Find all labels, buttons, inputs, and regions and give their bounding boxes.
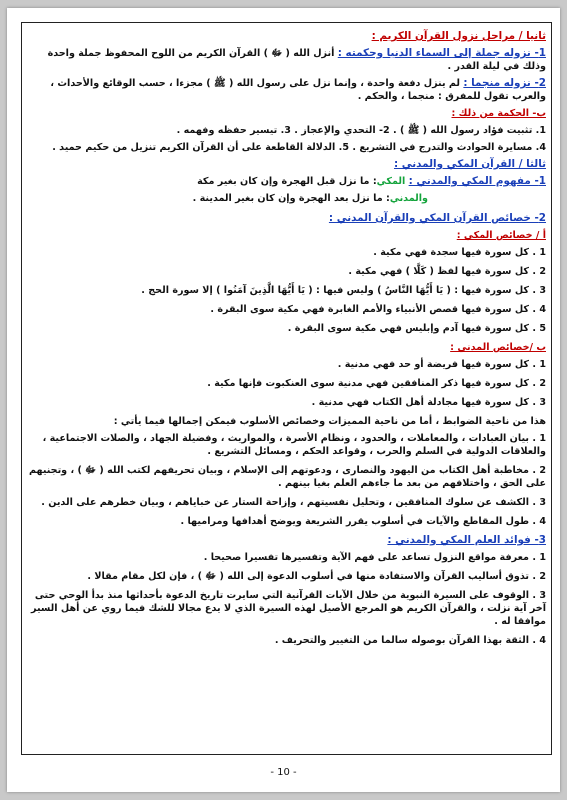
stage2-text: لم ينزل دفعة واحدة ، وإنما نزل على رسول الله ( ﷺ ) مجزءا ، حسب الوقائع والأحداث ، والعرب تقول للمفرق : منجما ، والحكم .: [50, 78, 546, 102]
stage1-paragraph: [27, 47, 546, 73]
section3-title: ثالثا / القرآن المكي والمدني :: [393, 158, 546, 170]
style-intro: هذا من ناحية الضوابط ، أما من ناحية المميزات وخصائص الأسلوب فيمكن إجمالها فيما يأتي :: [113, 416, 546, 427]
benefit-item-3: 3 . الوقوف على السيرة النبوية من خلال الآيات القرآنية التي سايرت تاريخ الدعوة بأحداثها منذ بدأ الوحي حتى آخر آية نزلت ، والقرآن الكريم هو المرجع الأصيل لهذه السيرة الذي لا يدع مجالا للشك فيما روي عن أهل السير موافقا له .: [31, 590, 546, 627]
wisdom-row-1: 1. تثبيت فؤاد رسول الله ( ﷺ ) . 2- التحدي والإعجاز . 3. تيسير حفظه وفهمه .: [176, 125, 546, 136]
stage2-heading: 2- نزوله منجما :: [463, 77, 546, 89]
style-item-1: 1 . بيان العبادات ، والمعاملات ، والحدود ، ونظام الأسرة ، والمواريث ، وفضيلة الجهاد ، والصلات الاجتماعية ، والعلاقات الدولية في السلم والحرب ، وقواعد الحكم ، ومسائل التشريع .: [42, 433, 546, 457]
makki-feature-3: 3 . كل سورة فيها : ( يَا أَيُّهَا النَّاسُ ) وليس فيها : ( يَا أَيُّهَا الَّذِينَ آمَنُوا ) إلا سورة الحج .: [141, 285, 546, 296]
makki-definition: : ما نزل قبل الهجرة وإن كان بغير مكة: [197, 176, 377, 187]
makki-features-heading: أ / خصائص المكي :: [456, 230, 546, 241]
style-item-4: 4 . طول المقاطع والآيات في أسلوب يقرر الشريعة ويوضح أهدافها ومراميها .: [180, 516, 546, 527]
madani-term: والمدني: [389, 193, 428, 204]
makki-feature-1: 1 . كل سورة فيها سجدة فهي مكية .: [373, 247, 546, 258]
madani-feature-3: 3 . كل سورة فيها مجادلة أهل الكتاب فهي مدنية .: [311, 397, 546, 408]
features-heading: 2- خصائص القرآن المكي والقرآن المدني :: [328, 212, 546, 224]
concept-makki: [27, 175, 546, 188]
wisdom-row-2: 4. مسايرة الحوادث والتدرج في التشريع . 5. الدلالة القاطعة على أن القرآن الكريم تنزيل من حكيم حميد .: [52, 142, 546, 153]
wisdom-heading: ب- الحكمة من ذلك :: [451, 108, 546, 119]
style-item-3: 3 . الكشف عن سلوك المنافقين ، وتحليل نفسيتهم ، وإزاحة الستار عن خباياهم ، وبيان خطرهم على الدين .: [41, 497, 546, 508]
benefits-heading: 3- فوائد العلم المكي والمدني :: [387, 534, 546, 546]
madani-feature-2: 2 . كل سورة فيها ذكر المنافقين فهي مدنية سوى العنكبوت فإنها مكية .: [207, 378, 546, 389]
concept-heading: 1- مفهوم المكي والمدني :: [408, 175, 546, 187]
style-item-2: 2 . مخاطبة أهل الكتاب من اليهود والنصارى ، ودعوتهم إلى الإسلام ، وبيان تحريفهم لكتب الله ( ﷻ ) ، وتجنيهم على الحق ، واختلافهم من بعد ما جاءهم العلم بغيا بينهم .: [28, 465, 546, 489]
benefit-item-2: 2 . تذوق أساليب القرآن والاستفادة منها في أسلوب الدعوة إلى الله ( ﷻ ) ، فإن لكل مقام مقالا .: [87, 571, 546, 582]
madani-feature-1: 1 . كل سورة فيها فريضة أو حد فهي مدنية .: [337, 359, 546, 370]
benefit-item-4: 4 . الثقة بهذا القرآن بوصوله سالما من التغيير والتحريف .: [274, 635, 546, 646]
makki-feature-4: 4 . كل سورة فيها قصص الأنبياء والأمم الغابرة فهي مكية سوى البقرة .: [210, 304, 546, 315]
makki-feature-2: 2 . كل سورة فيها لفظ ( كَلَّا ) فهي مكية .: [348, 266, 546, 277]
makki-term: المكي: [376, 176, 406, 187]
stage1-heading: 1- نزوله جملة إلى السماء الدنيا وحكمته :: [337, 47, 546, 59]
makki-feature-5: 5 . كل سورة فيها آدم وإبليس فهي مكية سوى البقرة .: [287, 323, 546, 334]
page-content: [27, 30, 546, 653]
madani-features-heading: ب /خصائص المدني :: [450, 342, 546, 353]
stage1-text: أنزل الله ( ﷻ ) القرآن الكريم من اللوح المحفوظ جملة واحدة وذلك في ليلة القدر .: [47, 48, 546, 72]
concept-madani: [27, 192, 546, 205]
section-title: ثانيا / مراحل نزول القرآن الكريم :: [371, 30, 546, 42]
madani-definition: : ما نزل بعد الهجرة وإن كان بغير المدينة .: [192, 193, 390, 204]
stage2-paragraph: [27, 77, 546, 103]
page-number: - 10 -: [270, 767, 297, 778]
document-page: [7, 8, 560, 792]
benefit-item-1: 1 . معرفة مواقع النزول تساعد على فهم الآية وتفسيرها تفسيرا صحيحا .: [203, 552, 546, 563]
